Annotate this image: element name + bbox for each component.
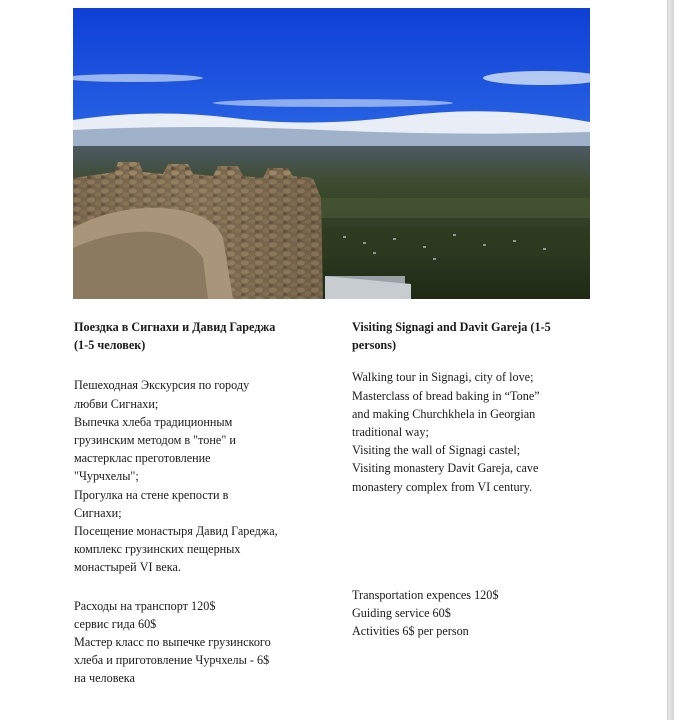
program-line: Сигнахи; (74, 505, 122, 520)
program-line: Walking tour in Signagi, city of love; (352, 370, 534, 385)
cost-line: Мастер класс по выпечке грузинского (74, 635, 271, 650)
cost-line: на человека (74, 671, 135, 686)
program-line: мастерклас преготовление (74, 451, 211, 466)
english-column (352, 318, 584, 640)
program-line: Masterclass of bread baking in “Tone” (352, 388, 540, 403)
program-line: and making Churchkhela in Georgian (352, 406, 536, 421)
english-program (352, 368, 584, 495)
program-line: Прогулка на стене крепости в (74, 487, 229, 502)
heading-line: (1-5 человек) (74, 338, 146, 353)
cost-line: хлеба и приготовление Чурчхелы - 6$ (74, 653, 270, 668)
cost-line: Activities 6$ per person (352, 624, 469, 639)
program-line: Выпечка хлеба традиционным (74, 414, 233, 429)
russian-heading (74, 318, 324, 354)
program-line: Посещение монастыря Давид Гареджа, (74, 524, 278, 539)
program-line: грузинским методом в "тоне" и (74, 433, 236, 448)
russian-column (74, 318, 324, 688)
heading-line: Visiting Signagi and Davit Gareja (1-5 (352, 320, 551, 334)
russian-program (74, 376, 324, 576)
cost-line: Transportation expences 120$ (352, 587, 499, 602)
program-line: monastery complex from VI century. (352, 479, 533, 494)
program-line: "Чурчхелы"; (74, 469, 139, 484)
program-line: комплекс грузинских пещерных (74, 542, 241, 557)
english-costs (352, 586, 584, 641)
cost-line: Расходы на транспорт 120$ (74, 598, 216, 613)
signagi-fortress-photo (73, 8, 590, 299)
english-heading (352, 318, 584, 354)
program-line: любви Сигнахи; (74, 396, 159, 411)
russian-costs (74, 597, 324, 688)
program-line: traditional way; (352, 425, 429, 440)
page-edge (667, 0, 674, 720)
cost-line: Guiding service 60$ (352, 606, 451, 621)
heading-line: Поездка в Сигнахи и Давид Гареджа (74, 320, 276, 334)
program-line: монастырей VI века. (74, 560, 181, 575)
program-line: Visiting monastery Davit Gareja, cave (352, 461, 539, 476)
program-line: Пешеходная Экскурсия по городу (74, 378, 250, 393)
program-line: Visiting the wall of Signagi castel; (352, 443, 521, 458)
heading-line: persons) (352, 338, 397, 353)
cost-line: сервис гида 60$ (74, 616, 157, 631)
